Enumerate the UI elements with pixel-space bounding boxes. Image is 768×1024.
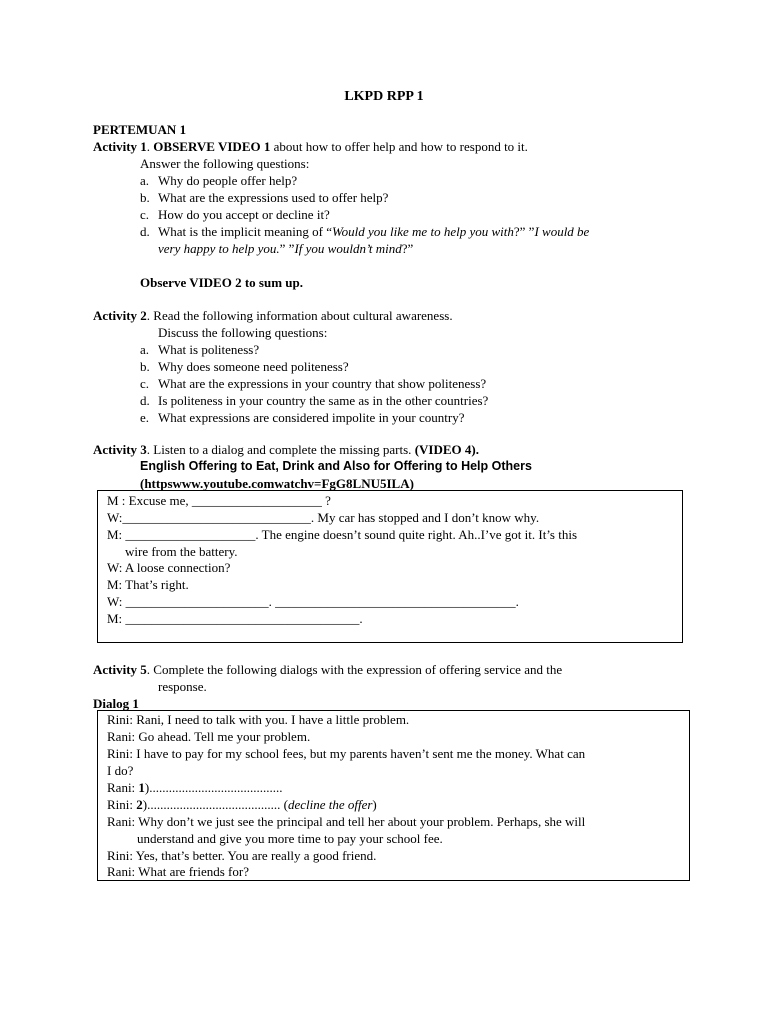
activity1-question-b: What are the expressions used to offer help? xyxy=(158,190,389,205)
dialog-line: M: ____________________________________. xyxy=(107,611,363,626)
dialog-blank-2: Rini: 2)......................................... (decline the offer) xyxy=(107,797,377,812)
dialog-line: Rani: Why don’t we just see the principal and tell her about your problem. Perhaps, she will xyxy=(107,814,586,829)
dialog-line: Rini: Rani, I need to talk with you. I have a little problem. xyxy=(107,712,410,727)
activity1-instruction: about how to offer help and how to respond to it. xyxy=(270,139,528,154)
activity2-question-e: What expressions are considered impolite in your country? xyxy=(158,410,465,425)
dialog1-title: Dialog 1 xyxy=(93,696,139,711)
activity1-question-c: How do you accept or decline it? xyxy=(158,207,330,222)
list-item-letter: d. xyxy=(140,393,150,408)
activity5-label: Activity 5 xyxy=(93,662,147,677)
activity1-line: Activity 1. OBSERVE VIDEO 1 about how to offer help and how to respond to it. xyxy=(93,139,528,154)
list-item-letter: a. xyxy=(140,342,150,357)
list-item-letter: b. xyxy=(140,359,150,374)
activity5-line: Activity 5. Complete the following dialogs with the expression of offering service and the xyxy=(93,662,563,677)
activity3-label: Activity 3 xyxy=(93,442,147,457)
dialog-line: W: A loose connection? xyxy=(107,560,231,575)
dialog-line: M : Excuse me, ____________________ ? xyxy=(107,493,331,508)
meeting-heading: PERTEMUAN 1 xyxy=(93,122,187,137)
activity1-question-d-cont: very happy to help you.” ”If you wouldn’t mind?” xyxy=(158,241,414,256)
activity3-line: Activity 3. Listen to a dialog and complete the missing parts. (VIDEO 4). xyxy=(93,442,479,457)
dialog-line: M: That’s right. xyxy=(107,577,189,592)
list-item-letter: e. xyxy=(140,410,150,425)
dialog-line: M: ____________________. The engine doesn’t sound quite right. Ah..I’ve got it. It’s this xyxy=(107,527,578,542)
dialog-line: Rani: Go ahead. Tell me your problem. xyxy=(107,729,311,744)
activity2-question-d: Is politeness in your country the same as in the other countries? xyxy=(158,393,489,408)
dialog-line: understand and give you more time to pay your school fee. xyxy=(137,831,443,846)
dialog-line: I do? xyxy=(107,763,134,778)
dialog-line: W:_____________________________. My car has stopped and I don’t know why. xyxy=(107,510,540,525)
document-title: LKPD RPP 1 xyxy=(344,89,424,104)
list-item-letter: a. xyxy=(140,173,150,188)
activity2-line: Activity 2. Read the following information about cultural awareness. xyxy=(93,308,453,323)
activity5-line-cont: response. xyxy=(158,679,207,694)
list-item-letter: b. xyxy=(140,190,150,205)
observe-video2: Observe VIDEO 2 to sum up. xyxy=(140,275,304,290)
dialog-line: wire from the battery. xyxy=(125,544,238,559)
activity1-label: Activity 1 xyxy=(93,139,147,154)
list-item-letter: c. xyxy=(140,376,150,391)
activity3-link: (httpswww.youtube.comwatchv=FgG8LNU5ILA) xyxy=(140,476,414,491)
activity1-question-d: What is the implicit meaning of “Would you like me to help you with?” ”I would be xyxy=(158,224,590,239)
dialog-line: W: ______________________. _____________________________________. xyxy=(107,594,519,609)
list-item-letter: c. xyxy=(140,207,150,222)
activity2-question-b: Why does someone need politeness? xyxy=(158,359,349,374)
activity1-intro: Answer the following questions: xyxy=(140,156,310,171)
activity2-label: Activity 2 xyxy=(93,308,147,323)
activity2-question-a: What is politeness? xyxy=(158,342,260,357)
activity1-question-a: Why do people offer help? xyxy=(158,173,298,188)
activity3-subtitle: English Offering to Eat, Drink and Also for Offering to Help Others xyxy=(140,459,532,473)
dialog-line: Rini: I have to pay for my school fees, but my parents haven’t sent me the money. What can xyxy=(107,746,586,761)
dialog-line: Rini: Yes, that’s better. You are really a good friend. xyxy=(107,848,377,863)
dialog-line: Rani: What are friends for? xyxy=(107,864,249,879)
activity1-heading: OBSERVE VIDEO 1 xyxy=(153,139,271,154)
activity2-question-c: What are the expressions in your country that show politeness? xyxy=(158,376,487,391)
dialog-blank-1: Rani: 1)......................................... xyxy=(107,780,283,795)
activity2-intro: Discuss the following questions: xyxy=(158,325,328,340)
list-item-letter: d. xyxy=(140,224,150,239)
